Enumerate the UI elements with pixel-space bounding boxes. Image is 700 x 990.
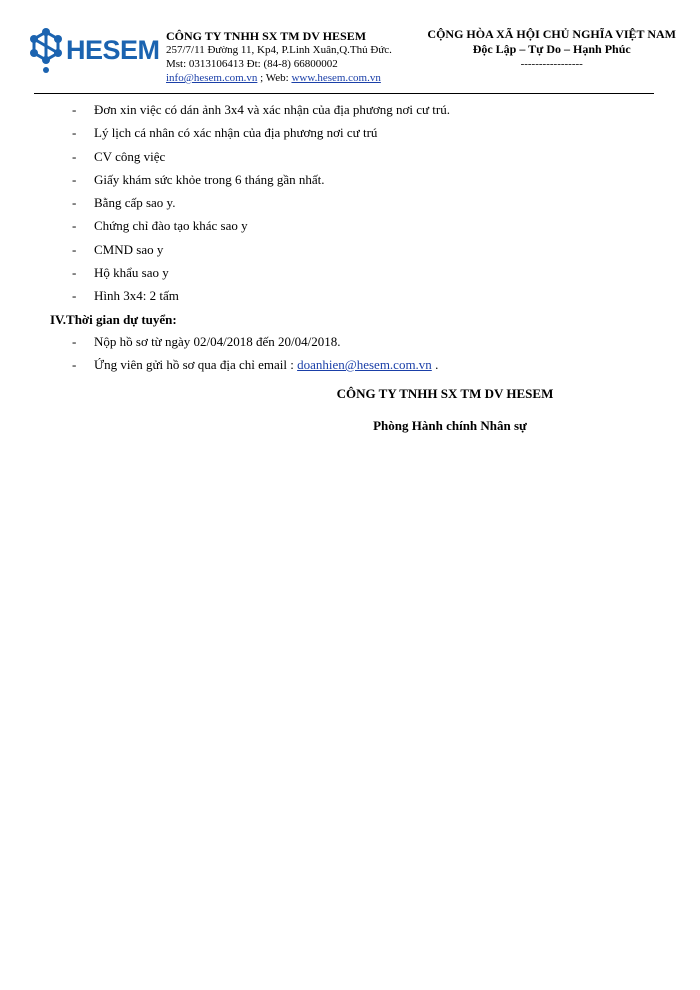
bullet-dash: - bbox=[72, 333, 77, 349]
bullet-dash: - bbox=[72, 195, 77, 211]
logo-wordmark: HESEM bbox=[66, 35, 160, 65]
bullet-dash: - bbox=[72, 241, 77, 257]
web-label: ; Web: bbox=[257, 72, 292, 84]
bullet-dash: - bbox=[72, 288, 77, 304]
nation-motto: Độc Lập – Tự Do – Hạnh Phúc bbox=[472, 42, 631, 56]
list-item bbox=[50, 354, 660, 377]
list-item-text: Giấy khám sức khỏe trong 6 tháng gần nhất. bbox=[94, 171, 325, 187]
list-item bbox=[50, 192, 660, 215]
company-info bbox=[166, 29, 392, 85]
company-tax-phone: Mst: 0313106413 Đt: (84-8) 66800002 bbox=[166, 58, 338, 70]
document-body bbox=[50, 99, 660, 377]
list-item-text: Chứng chỉ đào tạo khác sao y bbox=[94, 218, 248, 234]
section-iv-title: IV.Thời gian dự tuyển: bbox=[50, 311, 177, 327]
list-item bbox=[50, 169, 660, 192]
nation-title: CỘNG HÒA XÃ HỘI CHỦ NGHĨA VIỆT NAM bbox=[427, 27, 676, 41]
list-item bbox=[50, 122, 660, 145]
list-item-text: CV công việc bbox=[94, 148, 166, 164]
list-item-text: Bằng cấp sao y. bbox=[94, 195, 176, 211]
company-web-link[interactable]: www.hesem.com.vn bbox=[291, 72, 381, 84]
company-name: CÔNG TY TNHH SX TM DV HESEM bbox=[166, 29, 367, 43]
list-item-text: Đơn xin việc có dán ảnh 3x4 và xác nhận của địa phương nơi cư trú. bbox=[94, 102, 451, 117]
company-contact bbox=[166, 71, 392, 85]
bullet-dash: - bbox=[72, 125, 77, 141]
list-item-text: CMND sao y bbox=[94, 241, 164, 257]
company-address: 257/7/11 Đường 11, Kp4, P.Linh Xuân,Q.Thủ Đức. bbox=[166, 44, 392, 56]
hr-email-link[interactable]: doanhien@hesem.com.vn bbox=[297, 356, 432, 372]
bullet-dash: - bbox=[72, 171, 77, 187]
list-item bbox=[50, 331, 660, 354]
bullet-dash: - bbox=[72, 148, 77, 164]
list-item bbox=[50, 239, 660, 262]
list-item bbox=[50, 285, 660, 308]
email-instruction-end: . bbox=[431, 356, 439, 372]
list-item bbox=[50, 262, 660, 285]
national-header bbox=[427, 27, 676, 72]
list-item bbox=[50, 99, 660, 122]
list-item-text: Hộ khẩu sao y bbox=[94, 265, 169, 281]
nation-separator: ----------------- bbox=[520, 58, 583, 70]
company-logo bbox=[28, 26, 160, 76]
bullet-dash: - bbox=[72, 218, 77, 234]
signature-company: CÔNG TY TNHH SX TM DV HESEM bbox=[336, 386, 554, 401]
bullet-dash: - bbox=[72, 356, 77, 372]
header-divider bbox=[34, 93, 654, 94]
signature-department: Phòng Hành chính Nhân sự bbox=[373, 418, 527, 433]
company-email-link[interactable]: info@hesem.com.vn bbox=[166, 72, 258, 84]
list-item bbox=[50, 215, 660, 238]
list-item-text: Lý lịch cá nhân có xác nhận của địa phương nơi cư trú bbox=[94, 125, 378, 141]
bullet-dash: - bbox=[72, 265, 77, 281]
email-instruction: Ứng viên gửi hồ sơ qua địa chỉ email : bbox=[94, 356, 298, 372]
list-item-text: Hình 3x4: 2 tấm bbox=[94, 288, 179, 304]
submission-dates: Nộp hồ sơ từ ngày 02/04/2018 đến 20/04/2018. bbox=[94, 333, 341, 349]
list-item bbox=[50, 146, 660, 169]
bullet-dash: - bbox=[72, 102, 77, 117]
